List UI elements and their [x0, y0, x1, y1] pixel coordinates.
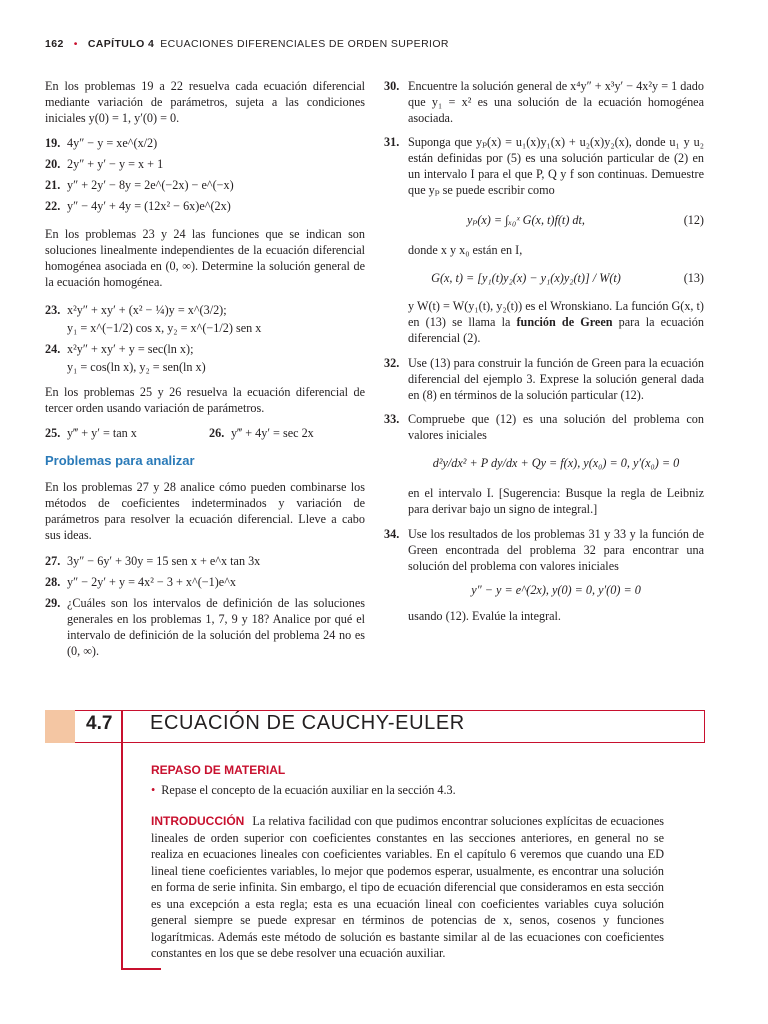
repaso-item: • Repase el concepto de la ecuación auxiliar en la sección 4.3.: [151, 783, 456, 797]
problem-20: 20. 2y″ + y′ − y = x + 1: [45, 157, 164, 171]
problem-28: 28. y″ − 2y′ + y = 4x² − 3 + x^(−1)e^x: [45, 575, 237, 589]
running-header: [45, 36, 449, 52]
equation-12: yₚ(x) = ∫ₓ₀ˣ G(x, t)f(t) dt, (12): [467, 213, 704, 227]
section-separator: [121, 710, 123, 743]
introduccion-paragraph: INTRODUCCIÓN La relativa facilidad con que pudimos encontrar soluciones explícitas de ecuaciones lineales de orden superior con coeficientes constantes en las secciones anteriores, en general no se realiza en ecuaciones lineales con coeficientes variables. En el capítulo 6 veremos que cuando una ED lineal tiene coeficientes variables, lo mejor que podemos esperar, usualmente, es encontrar una solución en forma de serie infinita. Sin embargo, el tipo de ecuación diferencial que consideramos en esta sección es una excepción a esta regla; esta es una ecuación lineal con coeficientes variables cuya solución general siempre se puede expresar en términos de potencias de x, senos, cosenos y funciones logarítmicas. Además este método de solución es bastante similar al de las ecuaciones con coeficientes constantes en los que se debe resolver una ecuación auxiliar.: [151, 814, 664, 960]
problem-34: 34. Use los resultados de los problemas 31 y 33 y la función de Green encontrada del problema 32 para encontrar una solución del problema con valores iniciales: [384, 527, 704, 573]
problem-22: 22. y″ − 4y′ + 4y = (12x² − 6x)e^(2x): [45, 199, 231, 213]
problem-25: 25. y‴ + y′ = tan x: [45, 426, 137, 440]
header-bullet: •: [73, 38, 78, 50]
problem-32: 32. Use (13) para construir la función de Green para la ecuación diferencial del ejemplo 3. Exprese la solución general dada en (8) en términos de la solución particular (12).: [384, 356, 704, 402]
problem-26: 26. y‴ + 4y′ = sec 2x: [209, 426, 314, 440]
problem-24: 24. x²y″ + xy′ + y = sec(ln x);: [45, 342, 194, 356]
problem-21: 21. y″ + 2y′ − 8y = 2e^(−2x) − e^(−x): [45, 178, 234, 192]
wronskiano-text: y W(t) = W(y₁(t), y₂(t)) es el Wronskiano. La función G(x, t) en (13) se llama la función de Green para la ecuación diferencial (2).: [408, 299, 704, 345]
intro-23-24: En los problemas 23 y 24 las funciones que se indican son soluciones linealmente independientes de la ecuación diferencial homogénea asociada en (0, ∞). Determine la solución general de la ecuación homogénea.: [45, 227, 365, 289]
heading-problemas-analizar: Problemas para analizar: [45, 453, 195, 468]
problem-24-solutions: y₁ = cos(ln x), y₂ = sen(ln x): [67, 360, 206, 374]
section-title: ECUACIÓN DE CAUCHY-EULER: [150, 712, 465, 734]
problem-30: 30. Encuentre la solución general de x⁴y″ + x³y′ − 4x²y = 1 dado que y₁ = x² es una solución de la ecuación homogénea asociada.: [384, 79, 704, 125]
problem-19: 19. 4y″ − y = xe^(x/2): [45, 136, 158, 150]
bullet-icon: •: [151, 783, 156, 797]
problem-31: 31. Suponga que yₚ(x) = u₁(x)y₁(x) + u₂(x)y₂(x), donde u₁ y u₂ están definidas por (5) es una solución particular de (2) en un intervalo I para el que P, Q y f son continuas. Demuestre que yₚ se puede escribir como: [384, 135, 704, 197]
chapter-title: ECUACIONES DIFERENCIALES DE ORDEN SUPERIOR: [160, 38, 449, 50]
equation-33: d²y/dx² + P dy/dx + Qy = f(x), y(x₀) = 0, y′(x₀) = 0: [432, 456, 680, 470]
equation-13: G(x, t) = [y₁(t)y₂(x) − y₁(x)y₂(t)] / W(t) (13): [431, 271, 704, 285]
repaso-heading: REPASO DE MATERIAL: [151, 763, 286, 777]
problem-33-note: en el intervalo I. [Sugerencia: Busque la regla de Leibniz para derivar bajo un signo de integral.]: [408, 486, 704, 516]
section-tab: [45, 710, 75, 743]
right-column: [384, 78, 704, 633]
donde-text: donde x y x₀ están en I,: [408, 243, 523, 257]
problem-29: 29. ¿Cuáles son los intervalos de definición de las soluciones generales en los problemas 1, 7, 9 y 18? Analice por qué el intervalo de definición de la solución del problema 24 no es (0, ∞).: [45, 596, 365, 658]
intro-25-26: En los problemas 25 y 26 resuelva la ecuación diferencial de tercer orden usando variación de parámetros.: [45, 385, 365, 415]
equation-34: y″ − y = e^(2x), y(0) = 0, y′(0) = 0: [471, 583, 641, 597]
intro-horizontal-rule: [121, 968, 161, 970]
section-number: 4.7: [86, 713, 113, 734]
problems-25-26: [45, 425, 365, 441]
left-column: [45, 78, 365, 664]
problem-27: 27. 3y″ − 6y′ + 30y = 15 sen x + e^x tan 3x: [45, 554, 261, 568]
intro-19-22: En los problemas 19 a 22 resuelva cada ecuación diferencial mediante variación de parámetros, sujeta a las condiciones iniciales y(0) = 1, y′(0) = 0.: [45, 79, 365, 125]
problem-23: 23. x²y″ + xy′ + (x² − ¼)y = x^(3/2);: [45, 303, 227, 317]
chapter-label: CAPÍTULO 4: [87, 38, 155, 50]
problem-34-end: usando (12). Evalúe la integral.: [408, 609, 561, 623]
intro-vertical-rule: [121, 743, 123, 969]
page-number: 162: [45, 38, 64, 50]
problem-23-solutions: y₁ = x^(−1/2) cos x, y₂ = x^(−1/2) sen x: [67, 321, 262, 335]
introduccion-heading: INTRODUCCIÓN: [151, 814, 245, 828]
problem-33: 33. Compruebe que (12) es una solución del problema con valores iniciales: [384, 412, 704, 442]
intro-27-28: En los problemas 27 y 28 analice cómo pueden combinarse los métodos de coeficientes indeterminados y variación de parámetros para resolver la ecuación diferencial. Lleve a cabo sus ideas.: [45, 480, 365, 542]
